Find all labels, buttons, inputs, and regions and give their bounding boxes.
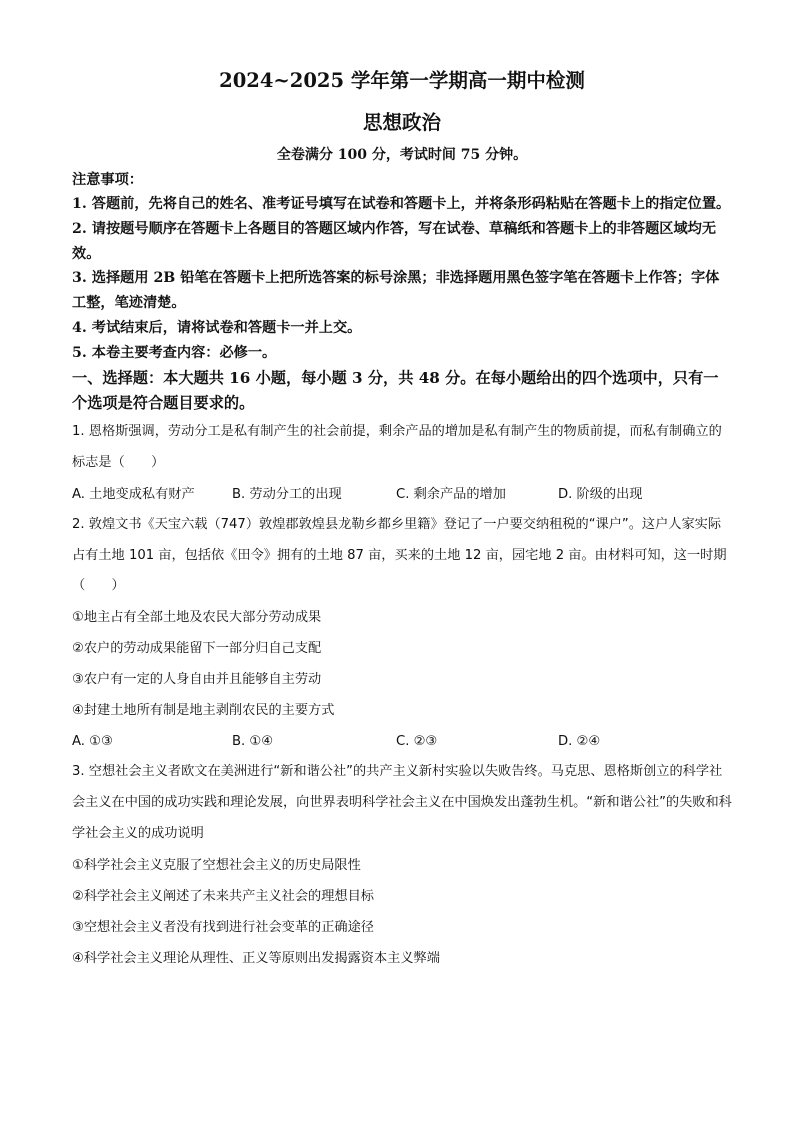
question-stem: 2. 敦煌文书《天宝六载（747）敦煌郡敦煌县龙勒乡都乡里籍》登记了一户要交纳租税的“课户”。这户人家实际占有土地 101 亩，包括依《田令》拥有的土地 87 亩，买来的土地 12 亩，园宅地 2 亩。由材料可知，这一时期（ ） bbox=[72, 516, 727, 594]
option-b: B. ①④ bbox=[232, 734, 274, 750]
option-d: D. ②④ bbox=[558, 734, 601, 750]
exam-page bbox=[72, 62, 732, 974]
option-a: A. 土地变成私有财产 bbox=[72, 486, 195, 502]
note-item: 4. 考试结束后，请将试卷和答题卡一并上交。 bbox=[72, 319, 362, 336]
question-1 bbox=[72, 417, 732, 510]
option-d: D. 阶级的出现 bbox=[558, 486, 643, 502]
score-info: 全卷满分 100 分，考试时间 75 分钟。 bbox=[276, 147, 528, 163]
note-item: 3. 选择题用 2B 铅笔在答题卡上把所选答案的标号涂黑；非选择题用黑色签字笔在答题卡上作答；字体工整，笔迹清楚。 bbox=[72, 270, 720, 312]
option-b: B. 劳动分工的出现 bbox=[232, 486, 342, 502]
section-heading: 一、选择题：本大题共 16 小题，每小题 3 分，共 48 分。在每小题给出的四个选项中，只有一个选项是符合题目要求的。 bbox=[72, 368, 719, 413]
option-a: A. ①③ bbox=[72, 734, 113, 750]
exam-subject: 思想政治 bbox=[362, 111, 441, 134]
question-options bbox=[72, 479, 732, 510]
question-stem: 1. 恩格斯强调，劳动分工是私有制产生的社会前提，剩余产品的增加是私有制产生的物质前提，而私有制确立的标志是（ ） bbox=[72, 424, 722, 470]
question-stem: 3. 空想社会主义者欧文在美洲进行“新和谐公社”的共产主义新村实验以失败告终。马克思、恩格斯创立的科学社会主义在中国的成功实践和理论发展，向世界表明科学社会主义在中国焕发出蓬勃生机。“新和谐公社”的失败和科学社会主义的成功说明 bbox=[72, 764, 732, 841]
question-3 bbox=[72, 757, 732, 973]
option-c: C. 剩余产品的增加 bbox=[396, 486, 506, 502]
statement-item: ④科学社会主义理论从理性、正义等原则出发揭露资本主义弊端 bbox=[72, 950, 440, 966]
note-item: 2. 请按题号顺序在答题卡上各题目的答题区域内作答，写在试卷、草稿纸和答题卡上的非答题区域均无效。 bbox=[72, 220, 717, 262]
statement-item: ②科学社会主义阐述了未来共产主义社会的理想目标 bbox=[72, 888, 374, 904]
note-item: 1. 答题前，先将自己的姓名、准考证号填写在试卷和答题卡上，并将条形码粘贴在答题卡上的指定位置。 bbox=[72, 196, 731, 212]
statement-item: ④封建土地所有制是地主剥削农民的主要方式 bbox=[72, 703, 335, 719]
statement-item: ①科学社会主义克服了空想社会主义的历史局限性 bbox=[72, 857, 361, 873]
note-item: 5. 本卷主要考查内容：必修一。 bbox=[72, 344, 277, 361]
question-2 bbox=[72, 510, 732, 757]
exam-title: 2024~2025 学年第一学期高一期中检测 bbox=[219, 69, 585, 92]
statement-item: ③农户有一定的人身自由并且能够自主劳动 bbox=[72, 672, 322, 688]
question-options bbox=[72, 726, 732, 757]
statement-item: ②农户的劳动成果能留下一部分归自己支配 bbox=[72, 641, 322, 657]
statement-item: ①地主占有全部土地及农民大部分劳动成果 bbox=[72, 610, 322, 626]
option-c: C. ②③ bbox=[396, 734, 438, 750]
statement-item: ③空想社会主义者没有找到进行社会变革的正确途径 bbox=[72, 919, 374, 935]
notes-heading: 注意事项： bbox=[72, 172, 143, 188]
